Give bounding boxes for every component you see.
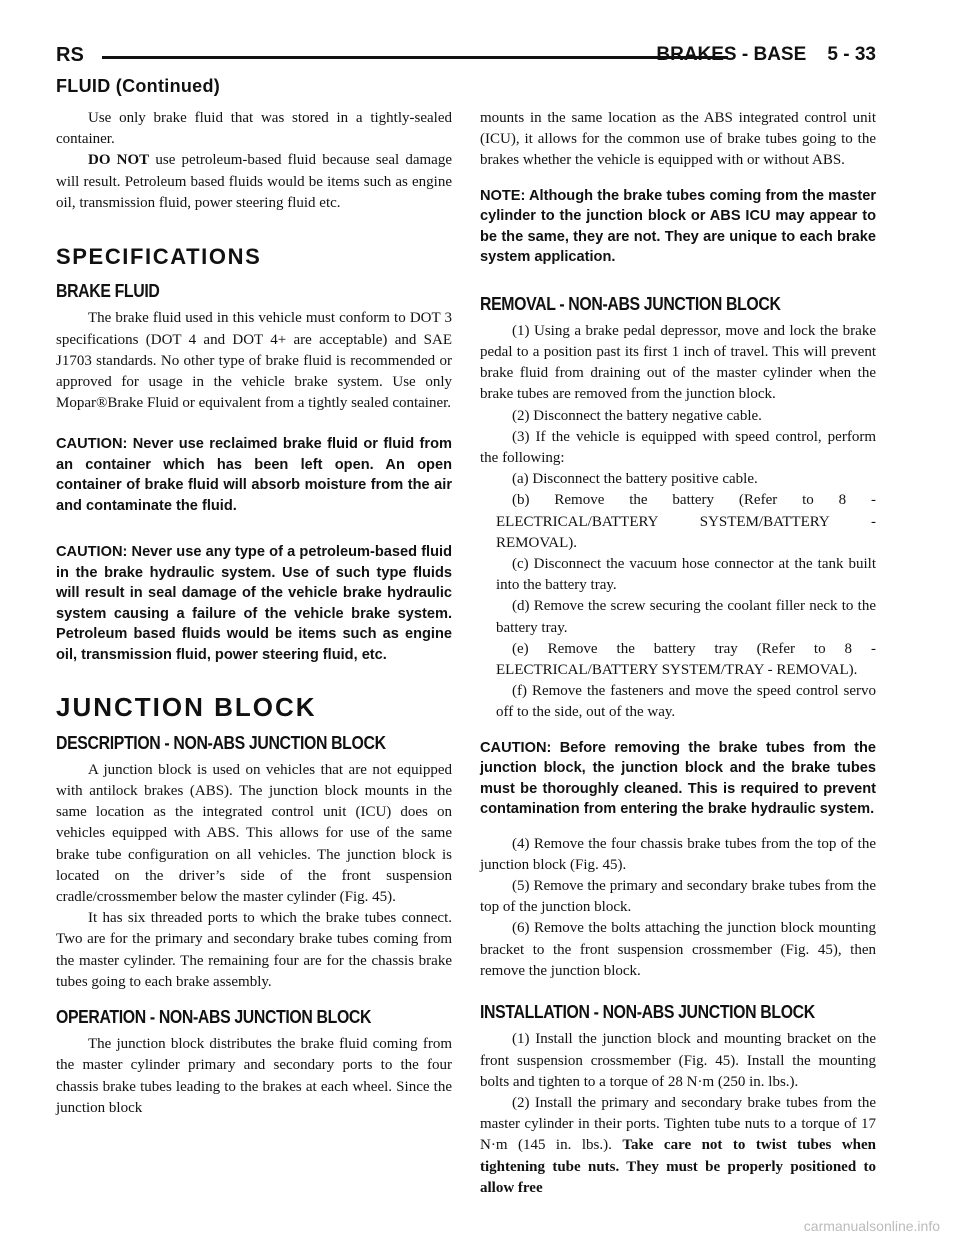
step: (1) Install the junction block and mounting bracket on the front suspension crossmember (Fig. 45). Install the mounting bolts and tighten to a torque of 28 N·m (250 in. lbs.). — [480, 1031, 876, 1090]
step — [480, 1093, 876, 1199]
caution-note: CAUTION: Before removing the brake tubes from the junction block, the junction block and the brake tubes must be thoroughly cleaned. This is required to prevent contamination from entering the brake hydraulic system. — [480, 739, 876, 818]
caution-note: CAUTION: Never use reclaimed brake fluid or fluid from an container which has been left open. An open container of brake fluid will absorb moisture from the air and contaminate the fluid. — [56, 436, 452, 514]
paragraph-text: use petroleum-based fluid because seal damage will result. Petroleum based fluids would be items such as engine oil, transmission fluid, power steering fluid etc. — [56, 152, 452, 211]
subsection-heading-description: DESCRIPTION - NON-ABS JUNCTION BLOCK — [56, 732, 386, 753]
substep: (f) Remove the fasteners and move the speed control servo off to the side, out of the way. — [496, 683, 876, 721]
step: (4) Remove the four chassis brake tubes from the top of the junction block (Fig. 45). — [480, 835, 876, 873]
paragraph: The brake fluid used in this vehicle must conform to DOT 3 specifications (DOT 4 and DOT 4+ are acceptable) and SAE J1703 standards. No other type of brake fluid is recommended or approved for usage in the vehicle brake system. Use only Mopar®Brake Fluid or equivalent from a tightly sealed container. — [56, 310, 452, 412]
substep: (b) Remove the battery (Refer to 8 - ELECTRICAL/BATTERY SYSTEM/BATTERY - REMOVAL). — [496, 492, 876, 551]
paragraph: It has six threaded ports to which the brake tubes connect. Two are for the primary and secondary brake tubes coming from the master cylinder. The remaining four are for the chassis brake tubes going to each brake assembly. — [56, 910, 452, 990]
substep: (a) Disconnect the battery positive cable. — [512, 471, 758, 488]
paragraph: mounts in the same location as the ABS integrated control unit (ICU), it allows for the common use of brake tubes going to the brakes whether the vehicle is equipped with or without ABS. — [480, 110, 876, 169]
paragraph: The junction block distributes the brake fluid coming from the master cylinder primary and secondary ports to the four chassis brake tubes leading to the brakes at each wheel. Since the junction block — [56, 1036, 452, 1116]
section-heading-junction-block: JUNCTION BLOCK — [56, 692, 317, 723]
paragraph: Use only brake fluid that was stored in a tightly-sealed container. — [56, 110, 452, 148]
emphasis: DO NOT — [88, 152, 150, 169]
page-header — [56, 44, 876, 68]
header-title: BRAKES - BASE — [656, 44, 807, 65]
emphasis: Take care not to twist tubes when tightening tube nuts. They must be properly positioned to allow free — [480, 1137, 876, 1196]
substep: (e) Remove the battery tray (Refer to 8 - ELECTRICAL/BATTERY SYSTEM/TRAY - REMOVAL). — [496, 640, 876, 679]
substep: (c) Disconnect the vacuum hose connector at the tank built into the battery tray. — [496, 556, 876, 594]
step: (5) Remove the primary and secondary brake tubes from the top of the junction block. — [480, 878, 876, 916]
continued-heading: FLUID (Continued) — [56, 76, 221, 96]
step: (1) Using a brake pedal depressor, move and lock the brake pedal to a position past its first 1 inch of travel. This will prevent brake fluid from draining out of the master cylinder when the brake tubes are removed from the junction block. — [480, 322, 876, 403]
header-title-page — [656, 44, 876, 66]
caution-note: CAUTION: Never use any type of a petroleum-based fluid in the brake hydraulic system. Use of such type fluids will result in seal damage of the vehicle brake hydraulic system causing a failure of the vehicle brake system. Petroleum based fluids would be items such as engine oil, transmission fluid, power steering fluid, etc. — [56, 544, 452, 663]
subsection-heading-installation: INSTALLATION - NON-ABS JUNCTION BLOCK — [480, 1002, 815, 1023]
step-text: (2) Install the primary and secondary brake tubes from the master cylinder in their ports. Tighten tube nuts to a torque of 17 N·m (145 in. lbs.). — [480, 1094, 876, 1154]
paragraph: A junction block is used on vehicles that are not equipped with antilock brakes (ABS). The junction block mounts in the same location as the integrated control unit (ICU) does on vehicles equipped with ABS. This allows for use of the same brake tube configuration on all vehicles. The junction block is located on the driver’s side of the front suspension cradle/crossmember below the master cylinder (Fig. 45). — [56, 761, 452, 906]
subsection-heading-removal: REMOVAL - NON-ABS JUNCTION BLOCK — [480, 293, 781, 314]
right-column — [480, 108, 876, 1199]
left-column — [56, 108, 452, 1119]
section-heading-specifications: SPECIFICATIONS — [56, 244, 262, 270]
header-rule — [102, 56, 728, 59]
paragraph — [56, 150, 452, 214]
header-page-number: 5 - 33 — [827, 44, 876, 65]
note: NOTE: Although the brake tubes coming from the master cylinder to the junction block or ABS ICU may appear to be the same, they are not. They are unique to each brake system application. — [480, 187, 876, 266]
step: (6) Remove the bolts attaching the junction block mounting bracket to the front suspension crossmember (Fig. 45), then remove the junction block. — [480, 920, 876, 979]
watermark: carmanualsonline.info — [803, 1218, 940, 1234]
substep: (d) Remove the screw securing the coolant filler neck to the battery tray. — [496, 598, 876, 636]
subsection-heading-operation: OPERATION - NON-ABS JUNCTION BLOCK — [56, 1007, 372, 1028]
header-section-code: RS — [56, 44, 84, 66]
step: (3) If the vehicle is equipped with speed control, perform the following: — [480, 428, 876, 467]
subsection-heading-brake-fluid: BRAKE FLUID — [56, 281, 160, 302]
step: (2) Disconnect the battery negative cable. — [512, 407, 762, 424]
